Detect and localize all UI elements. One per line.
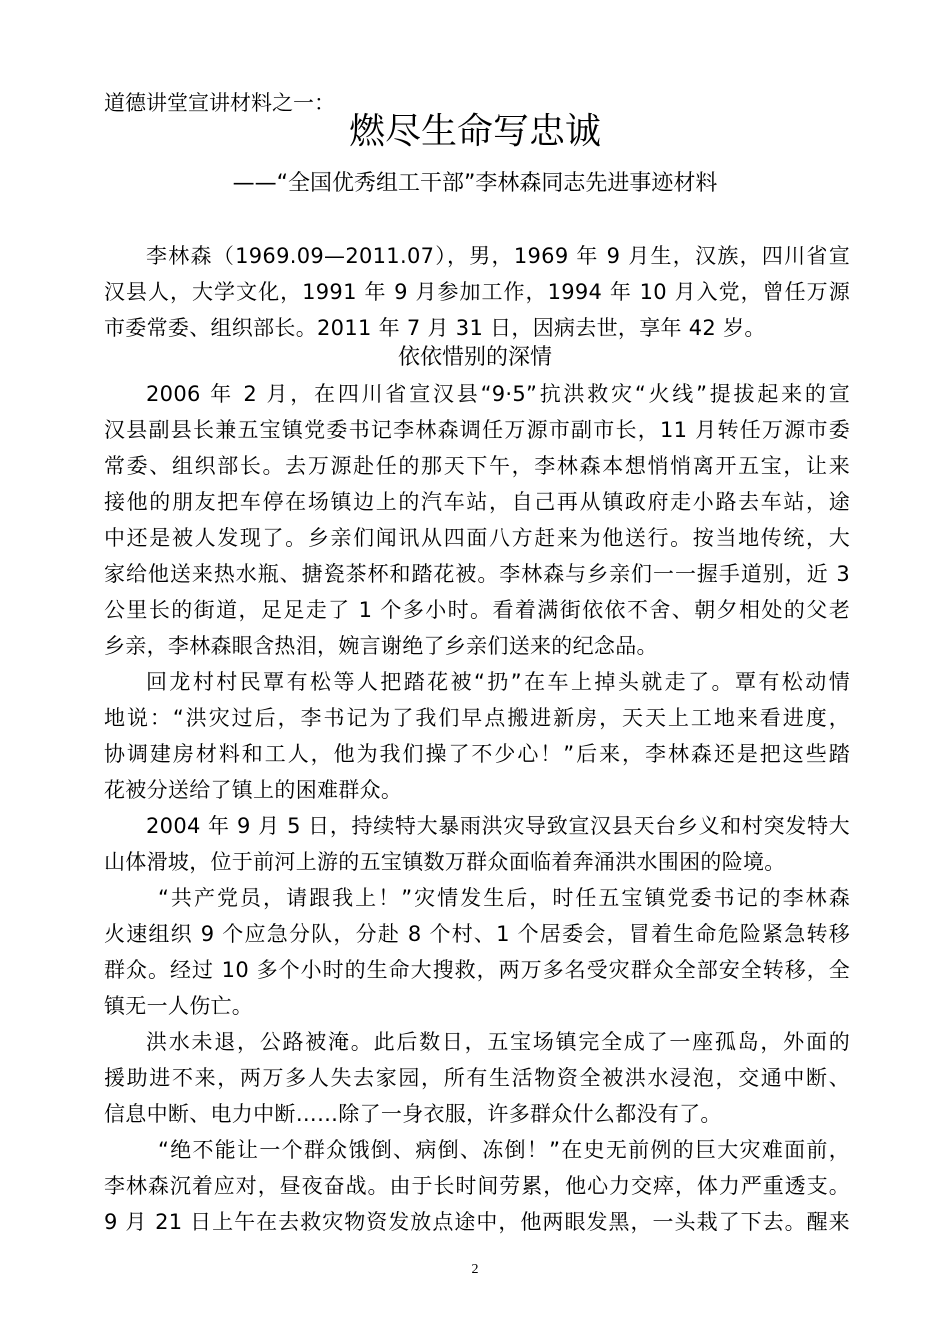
paragraph-line: 9 月 21 日上午在去救灾物资发放点途中，他两眼发黑，一头栽了下去。醒来 <box>104 1210 850 1234</box>
paragraph-line: 接他的朋友把车停在场镇边上的汽车站，自己再从镇政府走小路去车站，途 <box>104 490 850 514</box>
paragraph-line: 公里长的街道，足足走了 1 个多小时。看着满街依依不舍、朝夕相处的父老 <box>104 598 850 622</box>
paragraph-line: 信息中断、电力中断……除了一身衣服，许多群众什么都没有了。 <box>104 1102 722 1126</box>
section-heading: 依依惜别的深情 <box>397 345 552 370</box>
paragraph-line: “共产党员，请跟我上！”灾情发生后，时任五宝镇党委书记的李林森 <box>158 886 850 910</box>
paragraph-line: 山体滑坡，位于前河上游的五宝镇数万群众面临着奔涌洪水围困的险境。 <box>104 850 786 874</box>
paragraph-line: 火速组织 9 个应急分队，分赴 8 个村、1 个居委会，冒着生命危险紧急转移 <box>104 922 850 946</box>
paragraph-line: 回龙村村民覃有松等人把踏花被“扔”在车上掉头就走了。覃有松动情 <box>146 670 850 694</box>
page-subtitle: ——“全国优秀组工干部”李林森同志先进事迹材料 <box>232 171 718 196</box>
paragraph-line: 李林森沉着应对，昼夜奋战。由于长时间劳累，他心力交瘁，体力严重透支。 <box>104 1174 850 1198</box>
paragraph-line: 群众。经过 10 多个小时的生命大搜救，两万多名受灾群众全部安全转移，全 <box>104 958 850 982</box>
intro-line: 汉县人，大学文化，1991 年 9 月参加工作，1994 年 10 月入党，曾任万源 <box>104 280 850 304</box>
kicker-label: 道德讲堂宣讲材料之一： <box>104 91 335 115</box>
paragraph-line: 援助进不来，两万多人失去家园，所有生活物资全被洪水浸泡，交通中断、 <box>104 1066 850 1090</box>
intro-line: 市委常委、组织部长。2011 年 7 月 31 日，因病去世，享年 42 岁。 <box>104 316 766 340</box>
paragraph-line: 乡亲，李林森眼含热泪，婉言谢绝了乡亲们送来的纪念品。 <box>104 634 658 658</box>
paragraph-line: 汉县副县长兼五宝镇党委书记李林森调任万源市副市长，11 月转任万源市委 <box>104 418 850 442</box>
paragraph-line: 花被分送给了镇上的困难群众。 <box>104 778 403 802</box>
paragraph-line: 中还是被人发现了。乡亲们闻讯从四面八方赶来为他送行。按当地传统，大 <box>104 526 850 550</box>
intro-line: 李林森（1969.09—2011.07），男，1969 年 9 月生，汉族，四川省宣 <box>146 244 850 268</box>
paragraph-line: 地说：“洪灾过后，李书记为了我们早点搬进新房，天天上工地来看进度， <box>104 706 850 730</box>
paragraph-line: 2004 年 9 月 5 日，持续特大暴雨洪灾导致宣汉县天台乡义和村突发特大 <box>146 814 850 838</box>
paragraph-line: 镇无一人伤亡。 <box>104 994 254 1018</box>
page-title: 燃尽生命写忠诚 <box>348 111 601 152</box>
paragraph-line: 协调建房材料和工人，他为我们操了不少心！”后来，李林森还是把这些踏 <box>104 742 850 766</box>
paragraph-line: 家给他送来热水瓶、搪瓷茶杯和踏花被。李林森与乡亲们一一握手道别，近 3 <box>104 562 850 586</box>
paragraph-line: 2006 年 2 月，在四川省宣汉县“9·5”抗洪救灾“火线”提拔起来的宣 <box>146 382 850 406</box>
page-number: 2 <box>471 1262 479 1277</box>
paragraph-line: “绝不能让一个群众饿倒、病倒、冻倒！”在史无前例的巨大灾难面前， <box>158 1138 850 1162</box>
paragraph-line: 常委、组织部长。去万源赴任的那天下午，李林森本想悄悄离开五宝，让来 <box>104 454 850 478</box>
paragraph-line: 洪水未退，公路被淹。此后数日，五宝场镇完全成了一座孤岛，外面的 <box>146 1030 850 1054</box>
